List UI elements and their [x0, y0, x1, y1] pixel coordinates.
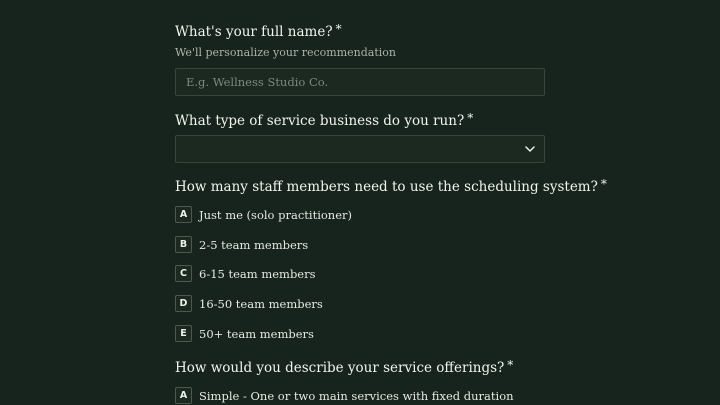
option-label: Simple - One or two main services with fixed duration [199, 388, 514, 403]
question-business-type-label [175, 112, 473, 130]
question-business-type-text: What type of service business do you run? [175, 113, 465, 129]
question-staff-count-label [175, 178, 607, 196]
option-key-badge: E [175, 325, 192, 342]
question-full-name-label [175, 23, 342, 41]
business-type-select[interactable] [175, 135, 545, 163]
required-asterisk: * [467, 111, 474, 125]
required-asterisk: * [335, 22, 342, 36]
option-key-badge: C [175, 265, 192, 282]
question-staff-count-text: How many staff members need to use the scheduling system? [175, 179, 598, 195]
staff-option-b[interactable] [175, 235, 308, 254]
option-label: 6-15 team members [199, 266, 316, 281]
option-key-badge: A [175, 206, 192, 223]
full-name-input[interactable] [175, 68, 545, 96]
required-asterisk: * [507, 358, 514, 372]
option-key-badge: B [175, 236, 192, 253]
option-label: 2-5 team members [199, 237, 309, 252]
required-asterisk: * [600, 177, 607, 191]
question-service-offerings-label [175, 359, 513, 377]
full-name-hint: We'll personalize your recommendation [175, 46, 396, 59]
staff-option-e[interactable] [175, 324, 314, 343]
offerings-option-a[interactable] [175, 386, 514, 405]
option-label: 16-50 team members [199, 296, 323, 311]
staff-option-d[interactable] [175, 294, 323, 313]
option-label: Just me (solo practitioner) [199, 207, 353, 222]
question-service-offerings-text: How would you describe your service offerings? [175, 360, 505, 376]
option-key-badge: D [175, 295, 192, 312]
option-label: 50+ team members [199, 326, 314, 341]
staff-option-a[interactable] [175, 205, 352, 224]
chevron-down-icon [524, 143, 536, 155]
option-key-badge: A [175, 387, 192, 404]
staff-option-c[interactable] [175, 264, 316, 283]
question-full-name-text: What's your full name? [175, 24, 333, 40]
